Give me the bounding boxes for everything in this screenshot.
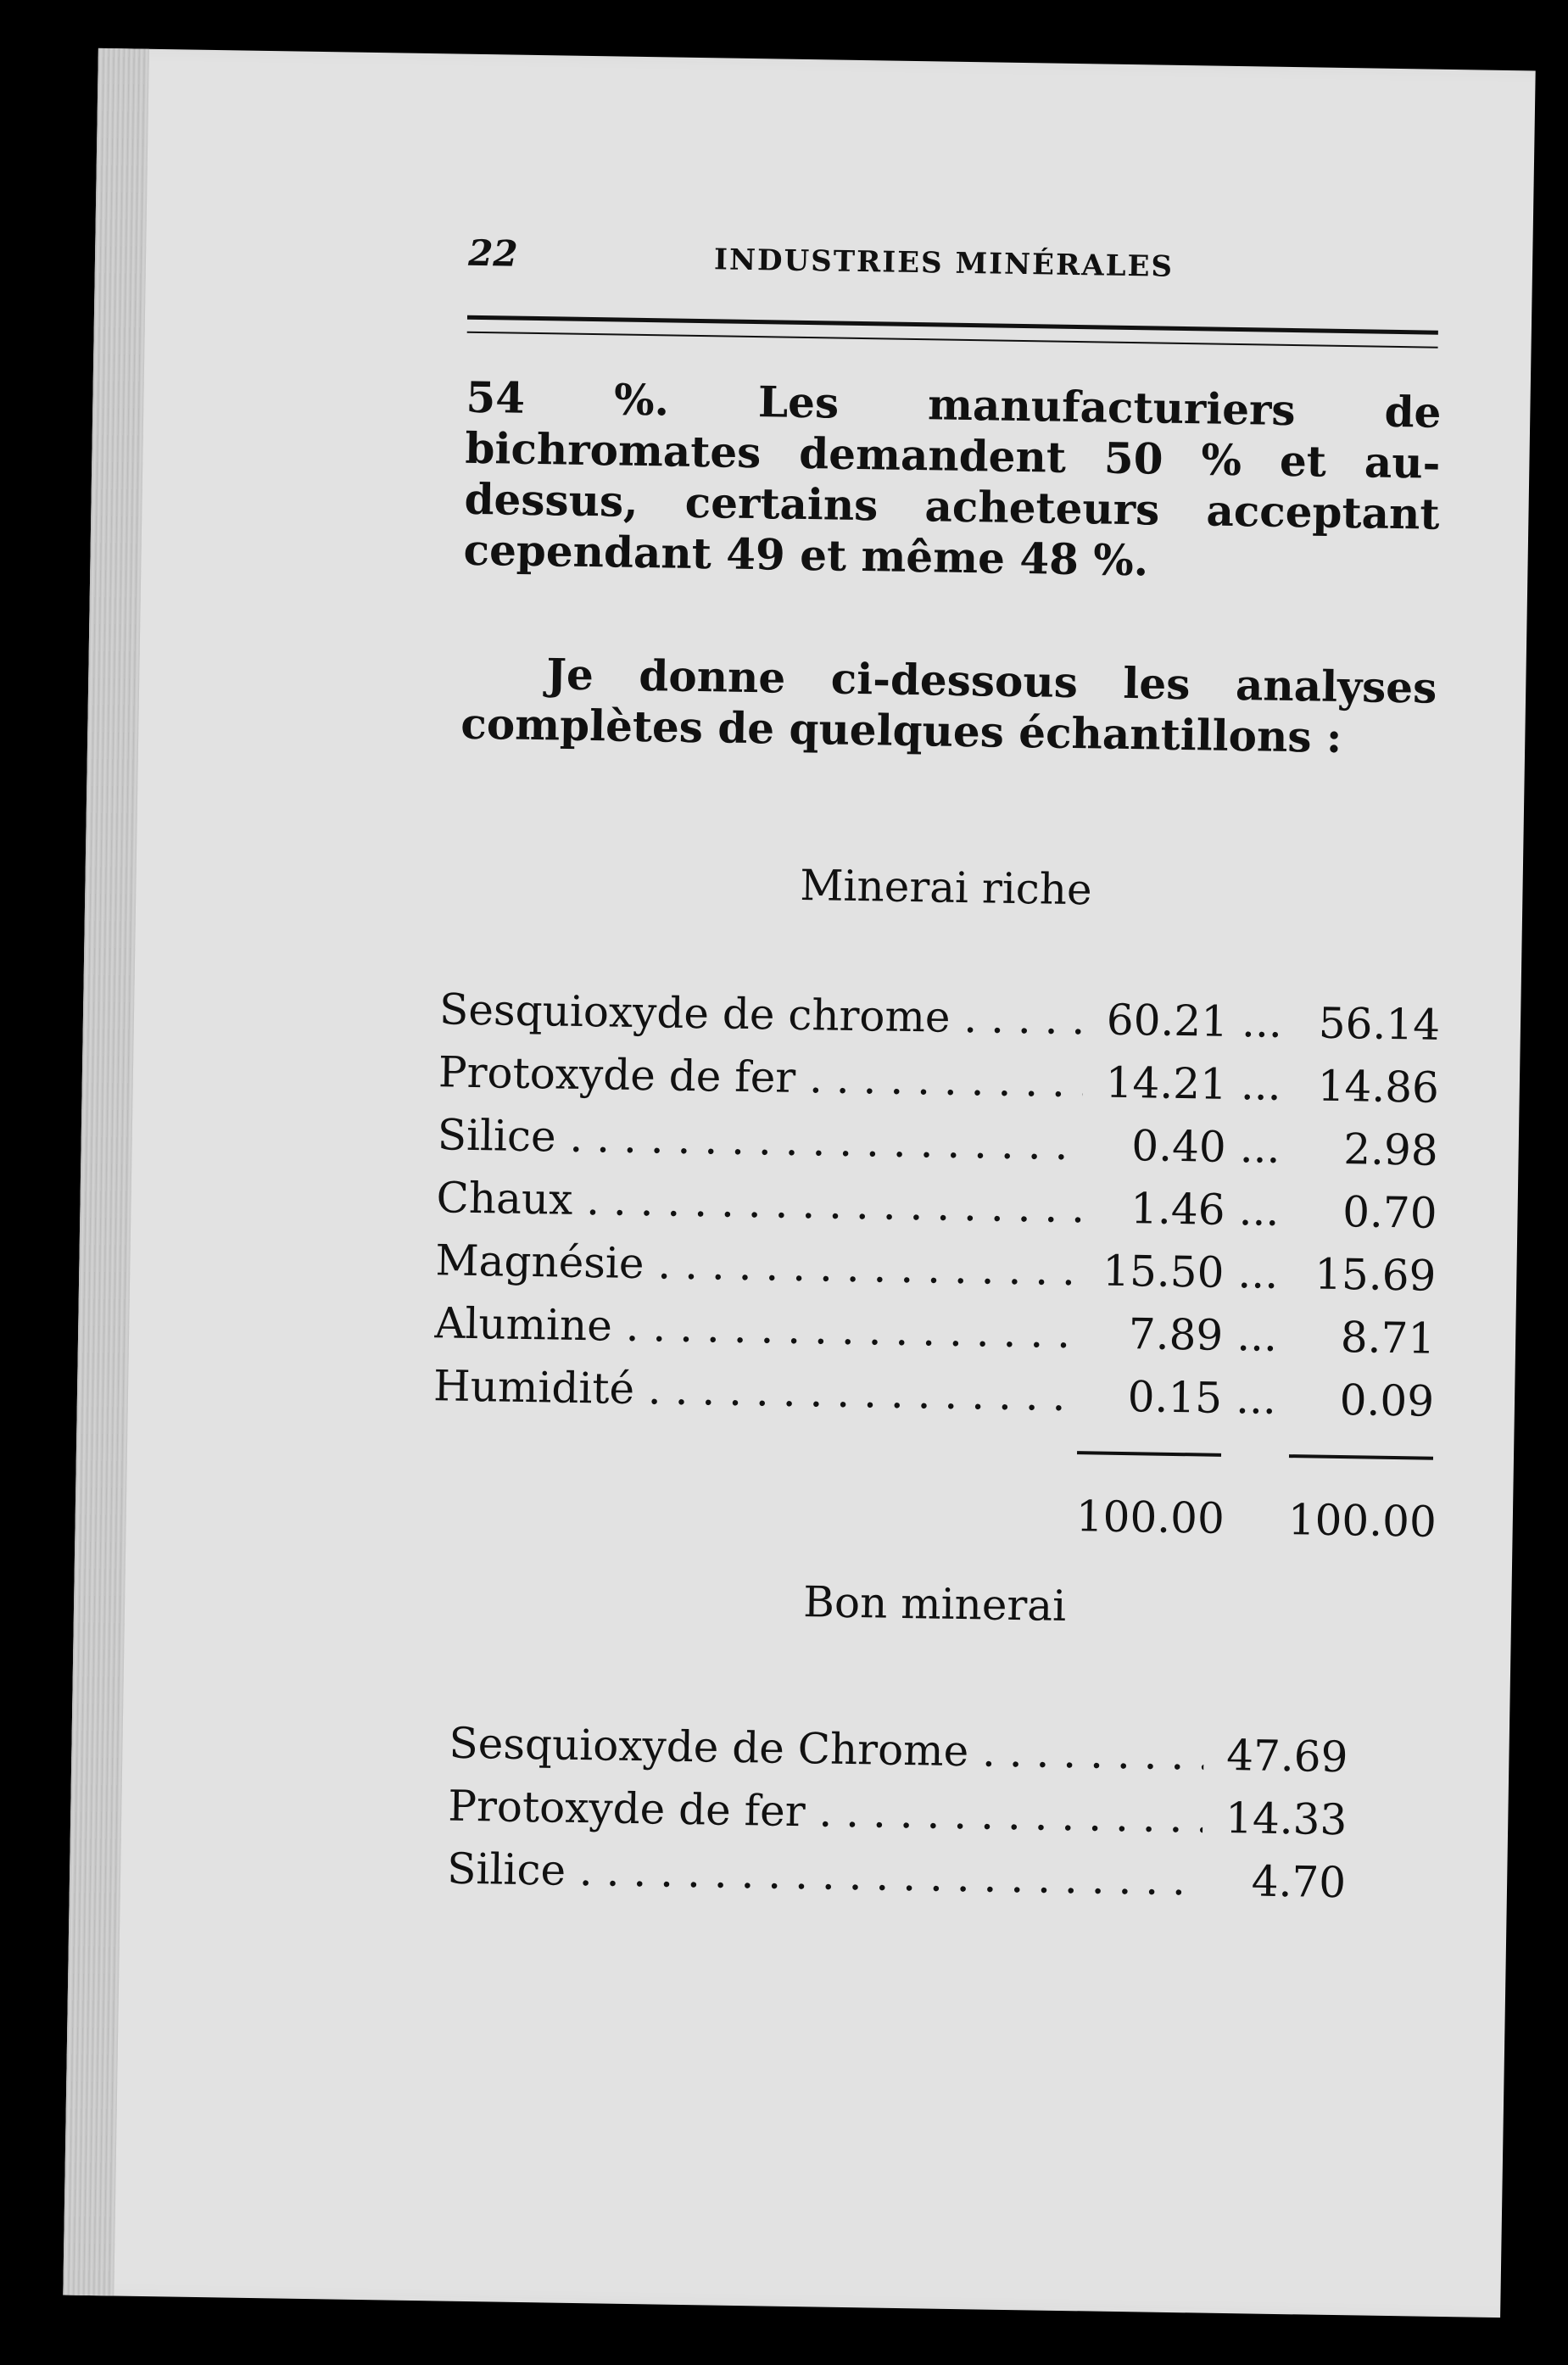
analysis-table-bon [447,1712,1348,1915]
leader-dots: ... [1235,1374,1277,1424]
component-label: Silice . . . [437,1110,1082,1169]
leader-dots: ... [1238,1185,1280,1235]
header-rule [467,315,1438,349]
component-label: Chaux . . . [436,1173,1081,1232]
table-title: Bon minerai [802,1577,1067,1631]
component-label: Sesquioxyde de chrome . . . [439,984,1085,1044]
paragraph: Je donne ci-dessous les analyses complètes de quelques échantillons : [460,649,1437,762]
component-label: Protoxyde de fer . . . [438,1047,1084,1107]
table-row [447,1838,1347,1915]
leader-dots: ... [1237,1248,1279,1298]
value-col1: 0.15 [1127,1372,1223,1423]
value-col1: 14.21 [1105,1057,1228,1109]
value-col1: 1.46 [1130,1184,1226,1235]
total-rule [1289,1454,1433,1460]
value-col1: 15.50 [1102,1246,1225,1297]
total-col2: 100.00 [1287,1495,1437,1547]
value-col2: 56.14 [1318,998,1441,1050]
book-page [63,48,1535,2318]
total-rule [1077,1451,1221,1457]
component-label: Alumine . . . [434,1298,1080,1358]
analysis-table-riche [431,978,1440,1559]
value-col2: 2.98 [1342,1124,1439,1175]
value: 47.69 [1225,1731,1348,1782]
paragraph: 54 %. Les manufacturiers de bichromates demandent 50 % et au-dessus, certains acheteurs acceptant cependant 49 et même 48 %. [463,371,1442,586]
running-title: INDUSTRIES MINÉRALES [713,243,1175,284]
total-col1: 100.00 [1075,1492,1225,1543]
component-label: Silice . . . [447,1844,1203,1905]
totals-row [431,1468,1437,1560]
value-col1: 0.40 [1130,1121,1227,1172]
component-label: Magnésie . . . [435,1235,1080,1295]
value-col2: 15.69 [1314,1249,1437,1301]
component-label: Sesquioxyde de Chrome . . . [449,1719,1204,1780]
value-col2: 0.09 [1339,1375,1435,1426]
page-number: 22 [467,231,519,275]
value: 14.33 [1225,1793,1348,1845]
component-label: Protoxyde de fer . . . [448,1782,1203,1843]
value-col1: 60.21 [1106,995,1229,1046]
leader-dots: ... [1240,1060,1282,1110]
page-header [467,232,1460,307]
component-label: Humidité . . . [433,1361,1079,1420]
table-title: Minerai riche [799,860,1093,915]
value-col2: 8.71 [1340,1313,1436,1364]
leader-dots: ... [1236,1311,1278,1361]
value: 4.70 [1251,1856,1347,1908]
leader-dots: ... [1239,1123,1281,1173]
page-gutter [63,48,149,2296]
leader-dots: ... [1241,997,1283,1047]
value-col2: 0.70 [1342,1187,1437,1238]
value-col1: 7.89 [1128,1309,1224,1360]
value-col2: 14.86 [1317,1061,1440,1113]
